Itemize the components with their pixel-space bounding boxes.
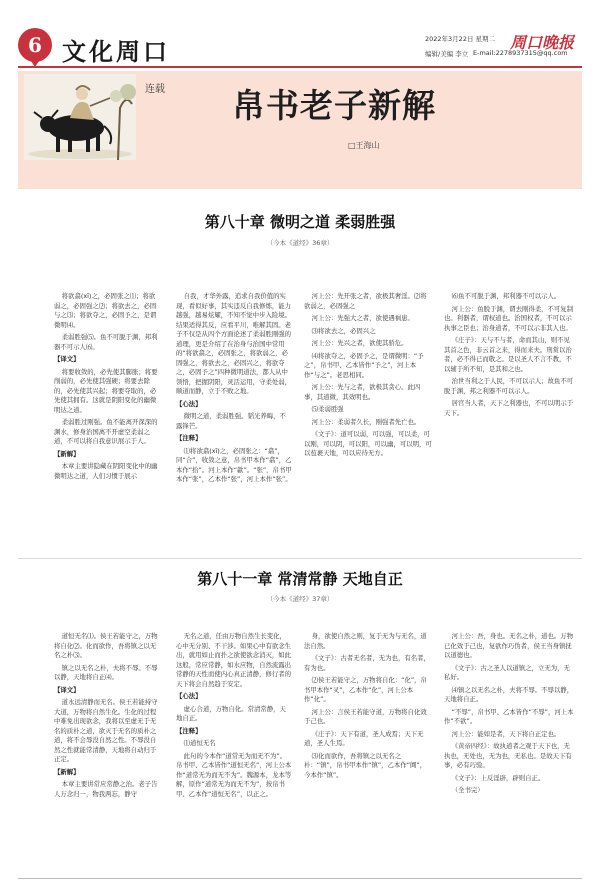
column-paragraph: 道恒无名⑴。侯王若能守之，万物将自化⑵。化而欲作，吾将镇之以无名之朴⑶。	[54, 632, 158, 659]
header-rule	[18, 66, 582, 68]
chapter-80-heading: 第八十章 微明之道 柔弱胜强	[204, 213, 396, 231]
chapter-81-column-3	[304, 632, 432, 872]
column-paragraph: 将要收敛的，必先使其膨胀；将要削弱的，必先使其强硬；将要去除的，必先使其兴起；将要夺取的，必先使其拥有。这就是阴阳变化的幽微明达之道。	[54, 367, 158, 414]
column-paragraph: 身，欲使自然之则，复于无为与无名，道法自然。	[304, 632, 427, 650]
column-paragraph: 河上公：吾，身也。无名之朴，道也。万物已化效于己也，复欲作巧伪者，侯王当身镇抚以道德也。	[444, 632, 574, 659]
column-subheading: 【注释】	[176, 434, 202, 442]
ox-rider-illustration	[24, 74, 136, 160]
footer-rule	[18, 878, 582, 879]
column-paragraph: ⑵侯王若能守之，万物将自化：“化”，帛书甲本作“㕚”，乙本作“化”，河上公本作“化”。	[304, 676, 427, 703]
contact-email: E-mail:2278937315@qq.com	[473, 49, 568, 57]
column-paragraph: 治世当利之于人民，不可以示人；故鱼不可脱于渊，邦之利器不可以示人。	[444, 377, 574, 395]
column-subheading: 【心法】	[176, 399, 202, 408]
column-paragraph: ⑶将欲去之，必固兴之	[311, 326, 376, 335]
column-paragraph: ⑶化而欲作，吾将镇之以无名之朴：“镇”，帛书甲本作“镇”，乙本作“阗”，今本作“镇”。	[304, 751, 427, 779]
column-paragraph: 《文子》：古之圣人以道镇之，立无为，无私好。	[444, 663, 570, 681]
chapter-81-column-4	[444, 632, 574, 872]
column-paragraph: 《庄子》：天与不与者，命而其山，则不见其首之色，非云首之来，得而来夫。刑赏以治者，必不得已而敬之。是以圣人不言不教，不以辅于所不知，是其和之也。	[444, 336, 572, 373]
column-paragraph: 虚心合道，万物自化。常清常静，天地自正。	[176, 704, 286, 722]
chapter-divider	[18, 558, 582, 559]
serial-tag: 连载	[145, 84, 165, 95]
column-subheading: 【新解】	[54, 449, 80, 458]
column-paragraph: 河上公：言侯王若能守道，万物将自化效于己也。	[304, 707, 427, 725]
page-number-badge: 6	[18, 28, 52, 62]
newspaper-logo: 周口晚报	[510, 33, 575, 52]
chapter-81-column-1	[54, 632, 160, 872]
column-subheading: 【心法】	[176, 692, 202, 700]
section-title: 文化周口	[62, 37, 170, 66]
column-paragraph: 河上公：先强大之者，欲使遇祸患。	[311, 314, 414, 322]
chapter-80-column-3	[304, 292, 432, 554]
column-subheading: 【译文】	[54, 355, 80, 363]
column-paragraph: 本章主要讲常应常静之治。老子告人万念归一，物我两忘，静守	[54, 780, 158, 798]
column-paragraph: 将欲翕(xī)之，必固张之⑴；将欲弱之，必固强之⑵；将欲去之，必固与之⑶；将欲夺之，必固予之，是谓微明⑷。	[54, 292, 157, 329]
column-paragraph: 居官当人者，天下之利器也，不可以明示于天下。	[444, 399, 574, 417]
column-paragraph: 河上公：柔弱者久长，刚强者先亡也。	[311, 417, 421, 426]
chapter-80-column-4	[444, 292, 574, 554]
column-subheading: 【译文】	[54, 685, 80, 694]
column-paragraph: ⑷将欲夺之，必固予之，是谓微明：“予之”，帛书甲、乙本皆作“予之”，河上本作“与之”。老思相同。	[304, 351, 424, 379]
column-paragraph: 《黄帝四经》：故执道者之观于天下也，无执也，无处也，无为也，无私也。是故天下有事，必有巧验。	[444, 742, 572, 769]
column-paragraph: 《庄子》：天下有道，圣人成焉；天下无道，圣人生焉。	[304, 729, 424, 747]
column-paragraph: 《文子》：上反淫辟，辟则自正。	[451, 773, 545, 782]
column-paragraph: “不辱”，帛书甲、乙本皆作“不辱”，河上本作“不欲”。	[444, 707, 574, 725]
column-paragraph: （全书完）	[451, 786, 484, 794]
column-paragraph: 自我，才华外露，追求自我价值的实现，看似好事，其实违反自我修炼，能力越强，越易炫耀，不知不觉中步入险境。结果适得其反，应看平川，唯解其固。老子不仅是从四个方面论述了柔弱胜刚强的道理，更是介绍了在治身与治国中常用的“将欲翕之，必固张之，将欲弱之，必固强之，将欲去之，必固兴之，将欲夺之，必固予之”四种微明道法，都人从中领悟，把握阴阳，灵活运用，守柔处弱，顺道而静，立于不败之地。	[176, 292, 292, 395]
column-paragraph: 河上公：鱼脱于渊，谓去刚得柔，不可复制也。利器者，谓权道也。治国权者，不可以示执事之臣也；治身道者，不可以示非其人也。	[444, 304, 574, 332]
column-paragraph: 河上公：先兴之者，欲使其骄危。	[311, 339, 408, 347]
column-paragraph: 镇之以无名之朴，夫将不辱。不辱以静，天地将自正⑷。	[54, 663, 158, 681]
column-paragraph: 《文子》：道可以弱，可以强，可以柔，可以刚，可以阴，可以阳，可以幽，可以明，可以苞裹天地，可以应待无方。	[304, 430, 432, 457]
column-paragraph: ⑴将欲翕(xī)之，必固张之：“翕”，同“合”，收敛之意，帛书甲本作“翕”，乙本作“拾”。河上本作“歙”。“张”，帛书甲本作“张”，乙本作“张”，河上本作“张”。	[176, 446, 292, 483]
author-byline: □王海山	[348, 141, 380, 150]
column-paragraph: 柔弱胜过刚强。鱼不能离开深深的渊水，修身治国离不开虚空柔弱之道，不可以将自我意识展示于人。	[54, 418, 158, 445]
column-paragraph: ⑷镇之以无名之朴，夫将不辱。不辱以静，天地将自正。	[444, 685, 574, 703]
column-subheading: 【新解】	[54, 767, 80, 776]
column-paragraph: 无名之道，任由万物自然生长变化，心中无分别、不干涉。如果心中有欲念生出，就用如止而扑之欲使欲念消灭，如此这般，常应常静，如水应物，自然流露出常静的天性而使内心真正清静，修行者的天下将会自然趋于安定。	[176, 632, 292, 688]
column-paragraph: 微明之道，柔弱胜强。韬光养晦，不露锋芒。	[176, 412, 286, 430]
chapter-80-column-2	[176, 292, 292, 554]
column-paragraph: 此句的今本作“道常无为而无不为”。帛书甲、乙本皆作“道恒无名”，河上公本作“道常无为而无不为”。魏源本，龙本等解，原作“道常无为而无不为”，按帛书甲、乙本作“道恒无名”，以正之。	[176, 751, 292, 798]
column-paragraph: 河上公：能如是者，天下将自正定也。	[451, 729, 561, 738]
chapter-81-column-2	[176, 632, 292, 872]
chapter-81-source: （今本《道经》37章）	[266, 595, 334, 603]
column-paragraph: 本章主要讲隐藏在阴阳变化中的幽微明达之道，人们习惯于展示	[54, 462, 158, 480]
column-paragraph: ⑹鱼不可脱于渊，邦利器不可以示人。	[451, 292, 561, 300]
column-paragraph: 道永远清静而无名。侯王若能持守大道，万物将自然生化。生化的过程中难免出现欲念，我将以至虚无于无名的质朴之道，欲灭于无名的质朴之道，将不会辱没自然之性。不辱没自然之性就能常清静，天地将自动归于正定。	[54, 698, 158, 763]
column-paragraph: 《文子》：古者无名者，无为也，有名者，有为也。	[304, 654, 430, 672]
editor-credit: 编辑/美编 李立	[425, 50, 469, 58]
column-paragraph: 河上公：先开张之者，欲极其奢淫。⑵将欲弱之，必固强之	[304, 292, 427, 310]
column-paragraph: ⑴道恒无名	[183, 739, 216, 747]
article-title: 帛书老子新解	[232, 86, 436, 125]
chapter-81-heading: 第八十一章 常清常静 天地自正	[197, 570, 403, 588]
chapter-80-source: （今本《道经》36章）	[266, 239, 334, 247]
column-paragraph: 河上公：先与之者，欲极其贪心。此四事，其道微，其效明也。	[304, 383, 421, 401]
column-paragraph: 柔弱胜强⑸。鱼不可脱于渊，邦利器不可示人⑹。	[54, 333, 158, 351]
column-subheading: 【注释】	[176, 726, 202, 735]
chapter-80-column-1	[54, 292, 160, 554]
column-paragraph: ⑸柔弱胜强	[311, 405, 344, 413]
issue-date: 2022年3月22日 星期二	[425, 35, 496, 43]
